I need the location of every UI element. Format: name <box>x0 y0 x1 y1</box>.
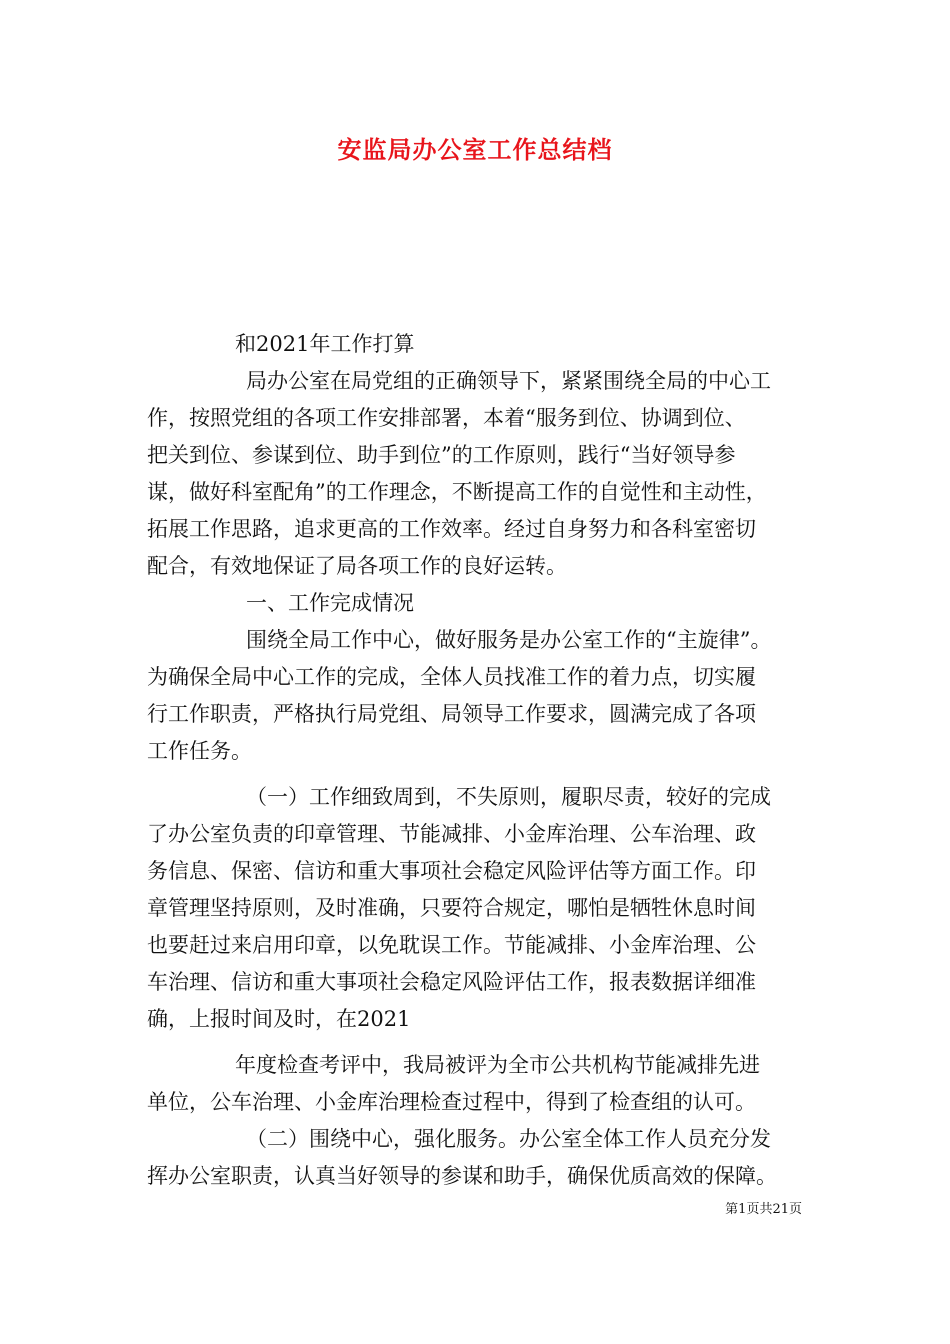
body-line: 和2021年工作打算 <box>235 332 415 356</box>
body-line: 局办公室在局党组的正确领导下，紧紧围绕全局的中心工 <box>246 369 771 393</box>
paragraph-gap <box>147 1038 819 1047</box>
body-line: 务信息、保密、信访和重大事项社会稳定风险评估等方面工作。印 <box>147 859 756 883</box>
body-line: 也要赶过来启用印章，以免耽误工作。节能减排、小金库治理、公 <box>147 933 756 957</box>
body-line: 为确保全局中心工作的完成，全体人员找准工作的着力点，切实履 <box>147 665 756 689</box>
body-line: 配合，有效地保证了局各项工作的良好运转。 <box>147 554 567 578</box>
body-line: （一）工作细致周到，不失原则，履职尽责，较好的完成 <box>246 785 771 809</box>
body-line: 挥办公室职责，认真当好领导的参谋和助手，确保优质高效的保障。 <box>147 1164 777 1188</box>
page-number: 第1页共21页 <box>725 1202 802 1217</box>
body-line: 行工作职责，严格执行局党组、局领导工作要求，圆满完成了各项 <box>147 702 756 726</box>
body-line: 章管理坚持原则，及时准确，只要符合规定，哪怕是牺牲休息时间 <box>147 896 756 920</box>
document-body <box>147 326 819 1195</box>
body-line: 把关到位、参谋到位、助手到位”的工作原则，践行“当好领导参 <box>147 443 736 467</box>
body-line: 谋，做好科室配角”的工作理念，不断提高工作的自觉性和主动性， <box>147 480 767 504</box>
body-line: 工作任务。 <box>147 739 252 763</box>
document-title: 安监局办公室工作总结档 <box>337 135 613 164</box>
body-line: 作，按照党组的各项工作安排部署，本着“服务到位、协调到位、 <box>147 406 746 430</box>
body-line: 一、工作完成情况 <box>246 591 414 615</box>
body-line: 了办公室负责的印章管理、节能减排、小金库治理、公车治理、政 <box>147 822 756 846</box>
body-line: 车治理、信访和重大事项社会稳定风险评估工作，报表数据详细准 <box>147 970 756 994</box>
body-line: 拓展工作思路，追求更高的工作效率。经过自身努力和各科室密切 <box>147 517 756 541</box>
body-line: 围绕全局工作中心，做好服务是办公室工作的“主旋律”。 <box>246 628 772 652</box>
body-line: 单位，公车治理、小金库治理检查过程中，得到了检查组的认可。 <box>147 1090 756 1114</box>
body-line: 年度检查考评中，我局被评为全市公共机构节能减排先进 <box>235 1053 760 1077</box>
paragraph-gap <box>147 770 819 779</box>
body-line: 确，上报时间及时，在2021 <box>147 1007 411 1031</box>
body-line: （二）围绕中心，强化服务。办公室全体工作人员充分发 <box>246 1127 771 1151</box>
